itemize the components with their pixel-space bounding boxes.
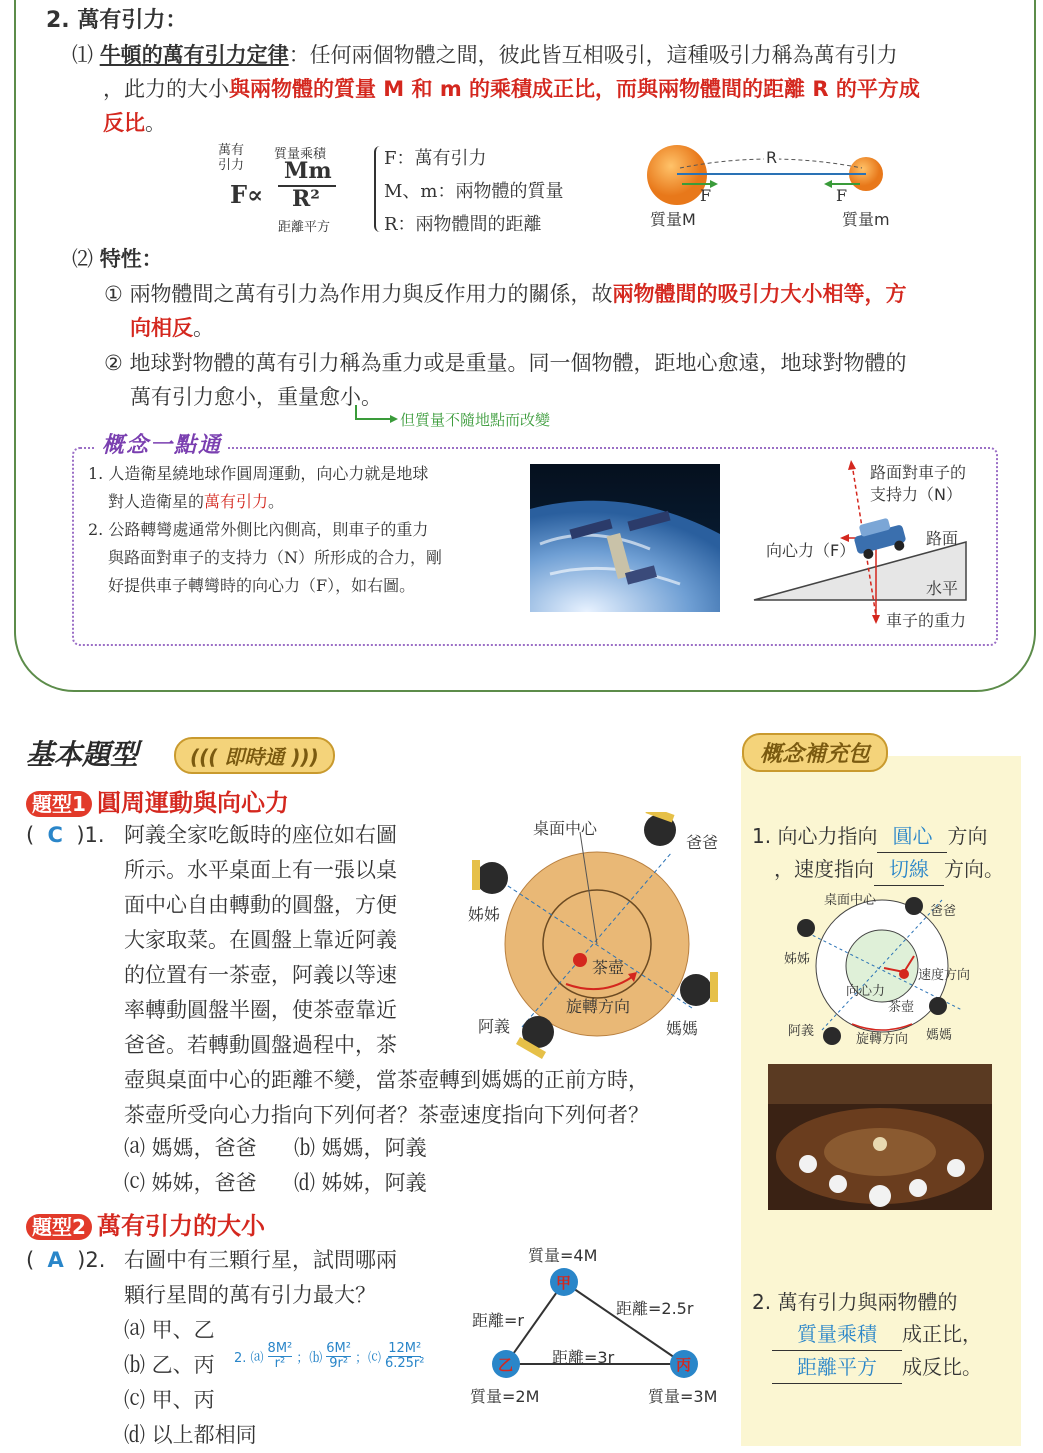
hint-a-den: r² <box>274 1356 286 1371</box>
formula-label-mass: 質量乘積 <box>274 147 327 162</box>
type1-title: 圓周運動與向心力 <box>97 789 290 817</box>
side-note-1 <box>752 820 1004 886</box>
item-number-2: ⑵ <box>72 247 93 271</box>
law-highlight: 與兩物體的質量 M 和 m 的乘積成正比，而與兩物體間的距離 R 的平方成 <box>229 77 920 101</box>
period: 。 <box>193 316 214 340</box>
properties-title: 特性： <box>99 247 163 271</box>
sister-seat-icon <box>472 860 508 894</box>
mini-velocity-label: 速度方向 <box>918 968 971 983</box>
side2-fill-2: 距離平方 <box>772 1351 902 1384</box>
hint-fraction-c <box>385 1342 425 1371</box>
mini-teapot-icon <box>899 969 909 979</box>
section-heading: 2. 萬有引力： <box>46 8 188 33</box>
dining-table-photo <box>768 1064 992 1210</box>
mass-bing-label: 質量=3M <box>648 1387 718 1406</box>
mom-seat-icon <box>680 972 718 1006</box>
side2-text-c: 成反比。 <box>902 1355 982 1379</box>
q1-line: 爸爸。若轉動圓盤過程中，茶 <box>124 1033 397 1057</box>
dad-label: 爸爸 <box>686 833 719 852</box>
type1-badge: 題型1 <box>26 791 92 817</box>
planet-yi-label: 乙 <box>498 1356 514 1374</box>
hint-fraction-a <box>268 1342 293 1371</box>
mass-small-label: 質量m <box>842 210 890 229</box>
law-paragraph-line1 <box>72 38 898 72</box>
period: 。 <box>268 492 285 511</box>
q2-option-c[interactable]: ⒞ 甲、丙 <box>124 1388 215 1412</box>
formula-numerator: Mm <box>284 158 332 184</box>
formula-legend <box>384 142 564 241</box>
q1-line: 的位置有一茶壺，阿義以等速 <box>124 963 397 987</box>
side2-fill-1: 質量乘積 <box>772 1318 902 1351</box>
distance-label: R <box>766 148 778 167</box>
teapot-icon <box>573 953 587 967</box>
property-1-highlight: 兩物體間的吸引力大小相等，方 <box>612 282 907 306</box>
q1-number: )1. <box>76 823 105 847</box>
q1-line: 阿義全家吃飯時的座位如右圖 <box>124 823 397 847</box>
hint-b-den: 9r² <box>329 1356 349 1371</box>
law-name: 的萬有引力定律 <box>141 43 289 67</box>
mass-note: 但質量不隨地點而改變 <box>400 411 551 429</box>
concept-1-line2 <box>108 488 284 516</box>
mini-centripetal-label: 向心力 <box>846 984 886 999</box>
satellite-photo <box>530 464 720 612</box>
distance-jia-bing: 距離=2.5r <box>616 1299 694 1318</box>
q2-option-d[interactable]: ⒟ 以上都相同 <box>124 1423 257 1447</box>
formula-denominator: R² <box>292 186 320 212</box>
road-surface-label: 路面 <box>926 529 959 548</box>
table-center-label: 桌面中心 <box>533 819 598 838</box>
hint-c-den: 6.25r² <box>384 1356 425 1371</box>
side1-text-b: 方向 <box>947 824 988 848</box>
hint-b-num: 6M² <box>326 1341 351 1356</box>
q1-line: 茶壺所受向心力指向下列何者？茶壺速度指向下列何者？ <box>124 1103 649 1127</box>
property-2-line2: 萬有引力愈小，重量愈小。 <box>130 385 382 409</box>
law-text: ：任何兩個物體之間，彼此皆互相吸引，這種吸引力稱為萬有引力 <box>288 43 898 67</box>
legend-f: F：萬有引力 <box>384 148 487 169</box>
q2-option-b[interactable]: ⒝ 乙、丙 <box>124 1353 215 1377</box>
q1-line: 率轉動圓盤半圈，使茶壺靠近 <box>124 998 397 1022</box>
mini-center-label: 桌面中心 <box>824 893 877 908</box>
side-note-2 <box>752 1286 982 1384</box>
property-1-highlight-end: 向相反 <box>130 316 193 340</box>
formula-label-dist: 距離平方 <box>278 220 331 235</box>
q2-option-a[interactable]: ⒜ 甲、乙 <box>124 1318 215 1342</box>
side2-text-a: 2. 萬有引力與兩物體的 <box>752 1290 958 1314</box>
hint-c-num: 12M² <box>388 1341 422 1356</box>
ayi-seat-icon <box>516 1016 554 1059</box>
hint-fraction-b <box>326 1342 351 1371</box>
hint-sep-c: ；⒞ <box>354 1351 381 1366</box>
mini-sister-icon <box>797 919 815 937</box>
teapot-label: 茶壺 <box>592 958 625 977</box>
q1-option-c[interactable]: ⒞ 姊姊，爸爸 <box>124 1171 257 1195</box>
mini-sister-label: 姊姊 <box>784 952 811 967</box>
basic-title: 基本題型 <box>26 738 139 771</box>
period: 。 <box>145 111 166 135</box>
mini-rotate-label: 旋轉方向 <box>856 1032 909 1047</box>
force-label-left: F <box>700 186 712 205</box>
mass-yi-label: 質量=2M <box>470 1387 540 1406</box>
q2-hint <box>234 1342 425 1371</box>
concept-2-line2: 與路面對車子的支持力（N）所形成的合力，剛 <box>108 548 443 567</box>
dad-seat-icon <box>644 812 676 846</box>
hint-a-num: 8M² <box>267 1341 293 1356</box>
mass-big-label: 質量M <box>650 210 696 229</box>
hint-prefix: 2. ⒜ <box>234 1351 264 1366</box>
concept-2-line3: 好提供車子轉彎時的向心力（F），如右圖。 <box>108 576 416 595</box>
concept-1-text: 對人造衛星的 <box>108 492 205 511</box>
item-number: ⑴ <box>72 43 93 67</box>
concept-1-line1: 1. 人造衛星繞地球作圓周運動，向心力就是地球 <box>88 464 429 483</box>
type1-header <box>26 783 289 818</box>
formula-label-force: 萬有 引力 <box>218 143 245 173</box>
law-paragraph-line2 <box>103 72 920 106</box>
q1-option-d[interactable]: ⒟ 姊姊，阿義 <box>294 1171 427 1195</box>
q1-option-b[interactable]: ⒝ 媽媽，阿義 <box>294 1136 427 1160</box>
concept-1-highlight: 萬有引力 <box>204 492 269 511</box>
property-2-line1: ② 地球對物體的萬有引力稱為重力或是重量。同一個物體，距地心愈遠，地球對物體的 <box>104 351 907 375</box>
concept-title: 概念一點通 <box>96 428 228 459</box>
q1-option-a[interactable]: ⒜ 媽媽，爸爸 <box>124 1136 257 1160</box>
q1-line: 面中心自由轉動的圓盤，方便 <box>124 893 397 917</box>
planet-bing-label: 丙 <box>676 1356 692 1374</box>
distance-yi-bing: 距離=3r <box>552 1348 615 1367</box>
note-arrow <box>352 405 402 427</box>
distance-jia-yi: 距離=r <box>472 1311 524 1330</box>
centripetal-label: 向心力（F） <box>766 541 856 560</box>
car-icon <box>851 515 908 562</box>
q1-answer: C <box>47 823 63 847</box>
q2-line: 顆行星間的萬有引力最大？ <box>124 1283 376 1307</box>
planet-jia-label: 甲 <box>556 1274 572 1292</box>
horizontal-label: 水平 <box>926 579 959 598</box>
pill-label: 即時通 <box>224 745 285 769</box>
property-1-text: ① 兩物體間之萬有引力為作用力與反作用力的關係，故 <box>104 282 613 306</box>
mini-dad-label: 爸爸 <box>930 904 957 919</box>
mini-mom-icon <box>929 997 947 1015</box>
q2-body <box>124 1243 397 1313</box>
mini-ayi-icon <box>823 1027 841 1045</box>
support-label-2: 支持力（N） <box>870 485 962 504</box>
q2-answer: A <box>47 1248 64 1272</box>
properties-heading <box>72 242 163 276</box>
side1-text-c: ，速度指向 <box>774 857 874 881</box>
mini-ayi-label: 阿義 <box>788 1024 815 1039</box>
q1-answer-bracket: ( C )1. <box>26 823 105 847</box>
q1-line: 所示。水平桌面上有一張以桌 <box>124 858 397 882</box>
type2-header <box>26 1206 265 1241</box>
q1-line: 大家取菜。在圓盤上靠近阿義 <box>124 928 397 952</box>
side1-text-a: 1. 向心力指向 <box>752 824 878 848</box>
instant-pill: ((( 即時通 ))) <box>174 737 335 774</box>
law-text-b: ，此力的大小 <box>103 77 229 101</box>
legend-brace <box>374 146 384 232</box>
property-1-line1 <box>104 277 907 311</box>
mini-teapot-label: 茶壺 <box>888 1000 915 1015</box>
gravity-label: 車子的重力 <box>886 611 967 630</box>
side1-fill-2: 切線 <box>874 853 944 886</box>
formula-lhs: F∝ <box>230 180 264 209</box>
side2-text-b: 成正比， <box>902 1322 982 1346</box>
newton-name: 牛頓 <box>99 43 142 67</box>
type2-title: 萬有引力的大小 <box>97 1212 266 1240</box>
mini-mom-label: 媽媽 <box>926 1028 953 1043</box>
mass-jia-label: 質量=4M <box>528 1246 598 1265</box>
legend-r: R：兩物體間的距離 <box>384 214 542 235</box>
rotate-label: 旋轉方向 <box>566 997 631 1016</box>
q2-number: )2. <box>77 1248 106 1272</box>
side1-fill-1: 圓心 <box>877 820 947 853</box>
q2-answer-bracket: ( A )2. <box>26 1248 106 1272</box>
side-title: 概念補充包 <box>742 733 888 772</box>
concept-2-line1: 2. 公路轉彎處通常外側比內側高，則車子的重力 <box>88 520 429 539</box>
force-label-right: F <box>836 186 848 205</box>
ayi-label: 阿義 <box>478 1017 511 1036</box>
q2-line: 右圖中有三顆行星，試問哪兩 <box>124 1248 397 1272</box>
legend-m: M、m：兩物體的質量 <box>384 181 564 202</box>
support-force-label <box>870 462 966 506</box>
support-label-1: 路面對車子的 <box>870 463 967 482</box>
law-paragraph-line3 <box>103 106 166 140</box>
law-highlight-end: 反比 <box>103 111 145 135</box>
sister-label: 姊姊 <box>468 905 501 924</box>
mini-dad-icon <box>905 897 923 915</box>
q1-line: 壺與桌面中心的距離不變，當茶壺轉到媽媽的正前方時， <box>124 1068 649 1092</box>
side1-text-d: 方向。 <box>944 857 1004 881</box>
mom-label: 媽媽 <box>666 1019 699 1038</box>
type2-badge: 題型2 <box>26 1214 92 1240</box>
hint-sep-b: ；⒝ <box>296 1351 323 1366</box>
property-1-line2 <box>130 311 214 345</box>
